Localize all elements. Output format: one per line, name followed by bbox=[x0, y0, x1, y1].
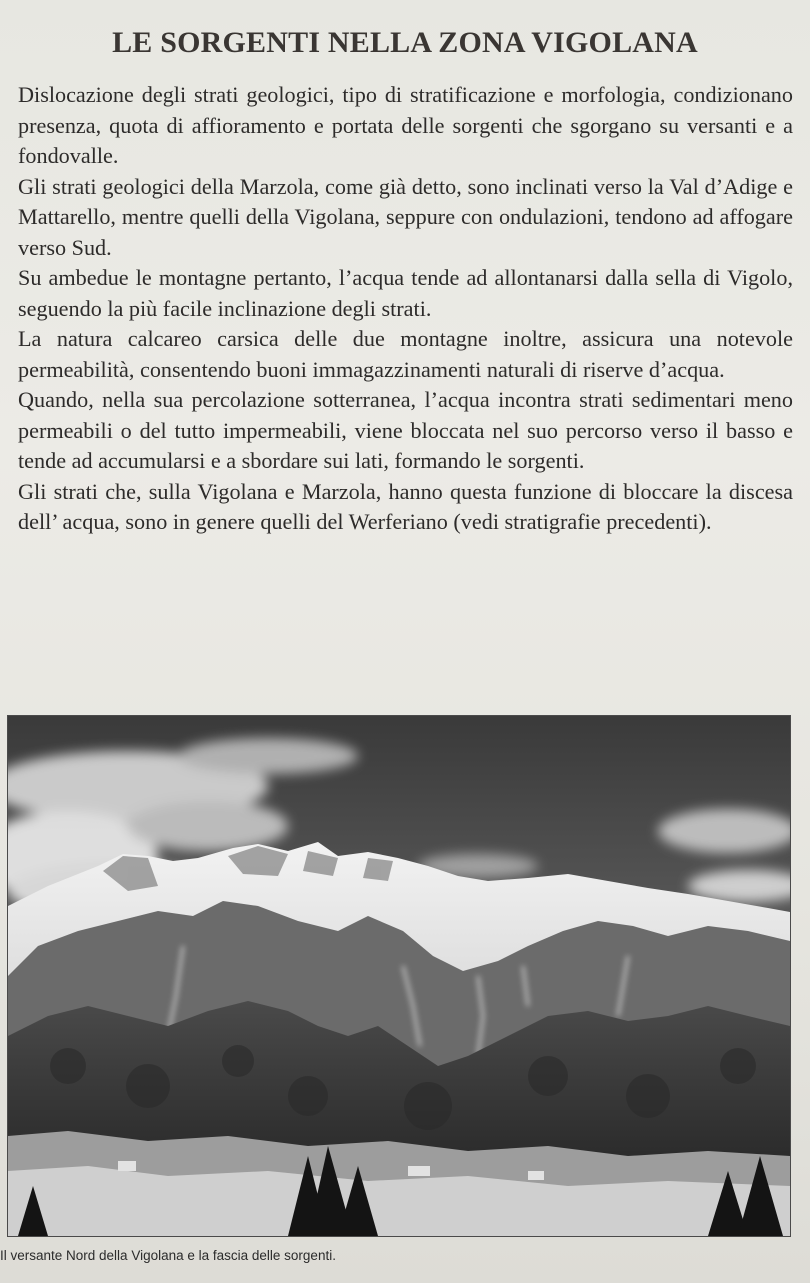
paragraph-6: Gli strati che, sulla Vigolana e Marzola, hanno questa funzione di bloccare la discesa dell’ acqua, sono in genere quelli del Werferiano (vedi stratigrafie precedenti). bbox=[18, 478, 793, 534]
body-text bbox=[18, 80, 793, 538]
photo-caption: Il versante Nord della Vigolana e la fascia delle sorgenti. bbox=[0, 1248, 336, 1263]
paragraph-3: Su ambedue le montagne pertanto, l’acqua tende ad allontanarsi dalla sella di Vigolo, seguendo la più facile inclinazione degli strati. bbox=[18, 265, 793, 321]
page-title: LE SORGENTI NELLA ZONA VIGOLANA bbox=[112, 26, 698, 60]
paragraph-2: Gli strati geologici della Marzola, come già detto, sono inclinati verso la Val d’Adige e Mattarello, mentre quelli della Vigolana, seppure con ondulazioni, tendono ad affogare verso Sud. bbox=[18, 173, 793, 260]
paragraph-4: La natura calcareo carsica delle due montagne inoltre, assicura una notevole permeabilità, consentendo buoni immagazzinamenti naturali di riserve d’acqua. bbox=[18, 326, 793, 382]
paragraph-1: Dislocazione degli strati geologici, tipo di stratificazione e morfologia, condizionano presenza, quota di affioramento e portata delle sorgenti che sgorgano su versanti e a fondovalle. bbox=[18, 82, 793, 168]
paragraph-5: Quando, nella sua percolazione sotterranea, l’acqua incontra strati sedimentari meno permeabili o del tutto impermeabili, viene bloccata nel suo percorso verso il basso e tende ad accumularsi e a sbordare sui lati, formando le sorgenti. bbox=[18, 387, 793, 473]
mountain-photo-illustration bbox=[8, 716, 790, 1236]
mountain-photo bbox=[8, 716, 790, 1236]
